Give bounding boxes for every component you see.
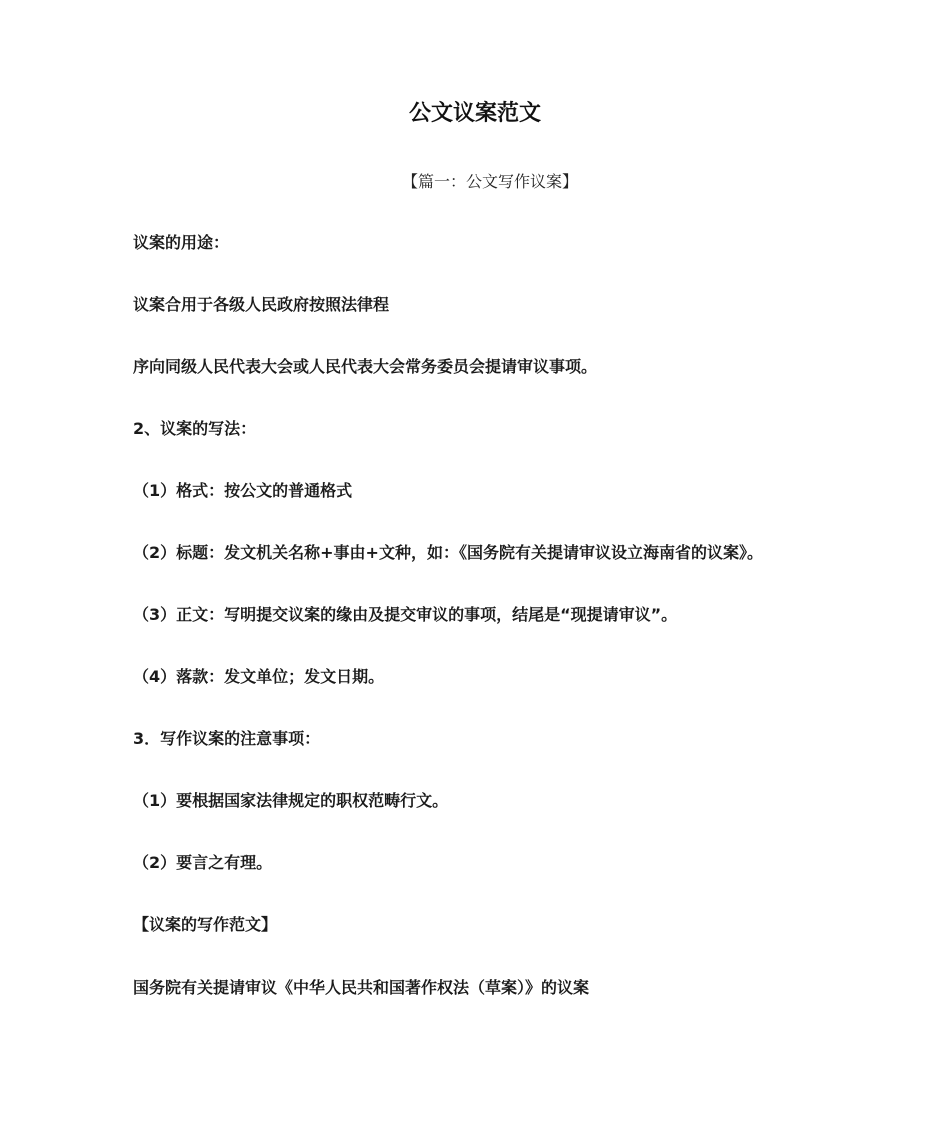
paragraph-line: （2）标题：发文机关名称+事由+文种，如：《国务院有关提请审议设立海南省的议案》。: [133, 543, 763, 562]
paragraph-line: 3．写作议案的注意事项：: [133, 729, 321, 748]
paragraph-line: （1）要根据国家法律规定的职权范畴行文。: [133, 791, 449, 810]
paragraph-line: （2）要言之有理。: [133, 853, 273, 872]
paragraph-line: 国务院有关提请审议《中华人民共和国著作权法（草案）》的议案: [133, 978, 590, 997]
paragraph-line: （3）正文：写明提交议案的缘由及提交审议的事项，结尾是“现提请审议”。: [133, 605, 678, 624]
paragraph-line: 【议案的写作范文】: [133, 915, 278, 934]
paragraph-line: 2、议案的写法：: [133, 419, 257, 438]
section-heading: 【篇一：公文写作议案】: [401, 172, 578, 191]
paragraph-line: 序向同级人民代表大会或人民代表大会常务委员会提请审议事项。: [133, 357, 598, 376]
paragraph-line: （1）格式：按公文的普通格式: [133, 481, 353, 500]
paragraph-line: （4）落款：发文单位；发文日期。: [133, 667, 385, 686]
paragraph-line: 议案合用于各级人民政府按照法律程: [133, 295, 390, 314]
document-title: 公文议案范文: [408, 101, 541, 126]
paragraph-line: 议案的用途：: [133, 233, 230, 252]
